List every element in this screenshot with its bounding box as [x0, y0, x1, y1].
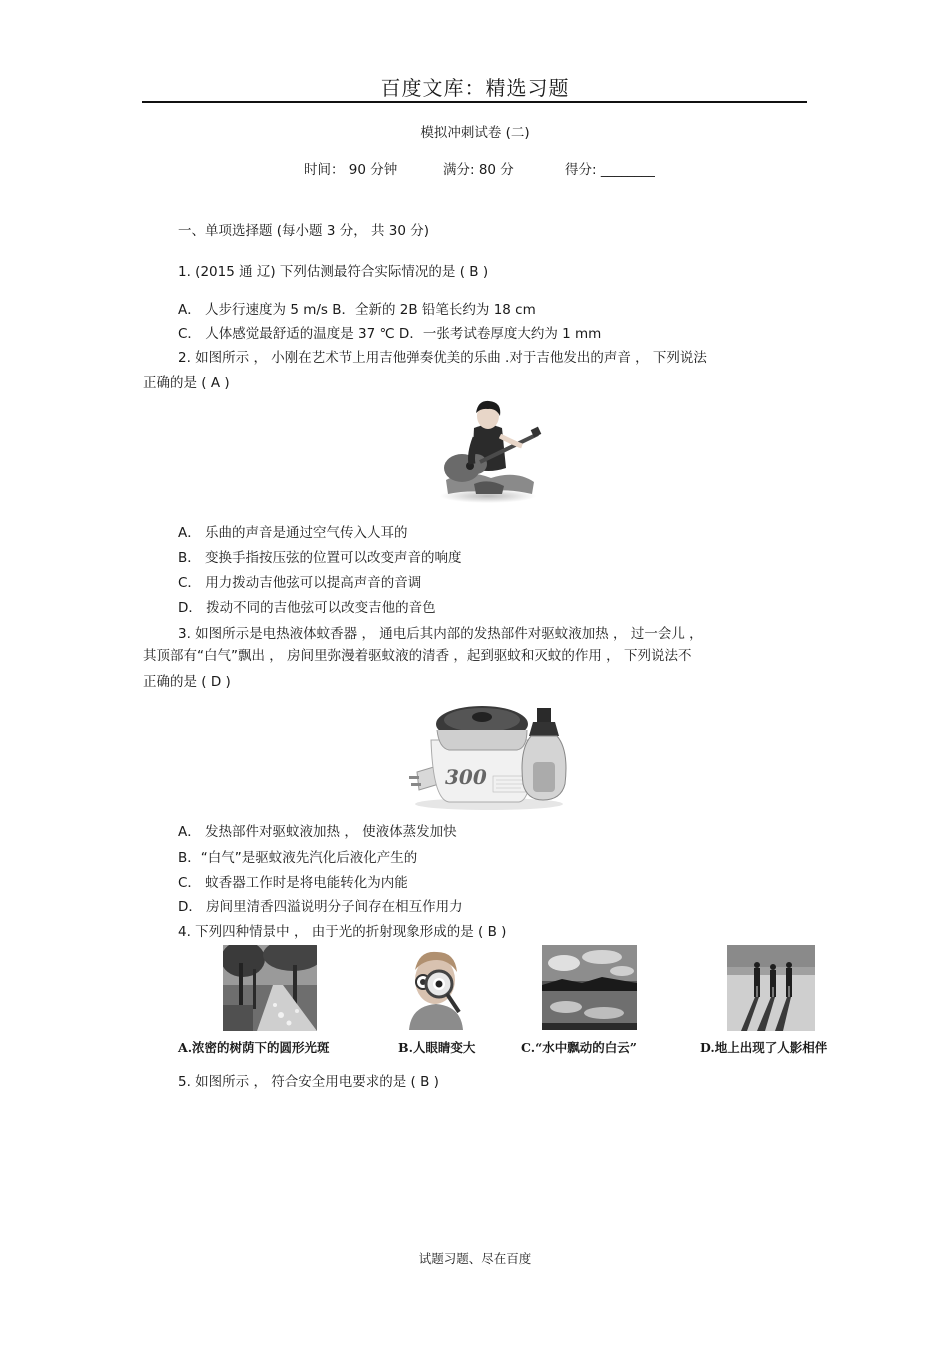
question-4-caption-d: D.地上出现了人影相伴: [700, 1040, 828, 1055]
device-brand-text: 300: [445, 765, 487, 789]
question-4-stem: 4. 下列四种情景中 ， 由于光的折射现象形成的是 ( B ): [178, 924, 507, 940]
question-3-option-b: B．“白气”是驱蚊液先汽化后液化产生的: [178, 850, 418, 866]
question-2-option-a: A． 乐曲的声音是通过空气传入人耳的: [178, 525, 408, 541]
header-divider: [142, 101, 807, 103]
question-3-option-c: C． 蚊香器工作时是将电能转化为内能: [178, 875, 408, 891]
question-3-stem-line2: 其顶部有“白气”飘出 ， 房间里弥漫着驱蚊液的清香 ，起到驱蚊和灭蚊的作用 ， 下列说法不: [143, 648, 692, 664]
question-1-options-ab: A． 人步行速度为 5 m/s B．全新的 2B 铅笔长约为 18 cm: [178, 302, 536, 318]
question-4-caption-c: C.“水中飘动的白云”: [521, 1040, 637, 1055]
exam-title: 模拟冲刺试卷 (二): [420, 125, 530, 141]
question-2-option-c: C． 用力拨动吉他弦可以提高声音的音调: [178, 575, 422, 591]
question-5-stem: 5. 如图所示 ， 符合安全用电要求的是 ( B ): [178, 1074, 439, 1090]
tree-shade-image: [223, 945, 317, 1031]
question-3-option-d: D． 房间里清香四溢说明分子间存在相互作用力: [178, 899, 463, 915]
question-4-caption-a: A.浓密的树荫下的圆形光斑: [178, 1040, 330, 1055]
guitar-player-image: [436, 398, 542, 504]
question-2-option-b: B． 变换手指按压弦的位置可以改变声音的响度: [178, 550, 462, 566]
question-2-option-d: D． 拨动不同的吉他弦可以改变吉他的音色: [178, 600, 436, 616]
exam-time: 时间： 90 分钟: [304, 162, 398, 178]
question-2-stem-line2: 正确的是 ( A ): [143, 375, 230, 391]
cloud-reflection-image: [542, 945, 637, 1030]
page-header-title: 百度文库：精选习题: [380, 76, 570, 100]
question-4-caption-b: B.人眼睛变大: [398, 1040, 476, 1055]
people-shadows-image: [727, 945, 815, 1031]
exam-score: 得分: ________: [565, 162, 655, 178]
exam-full-score: 满分: 80 分: [443, 162, 514, 178]
question-1-stem: 1. (2015 通 辽) 下列估测最符合实际情况的是 ( B ): [178, 264, 489, 280]
question-1-options-cd: C． 人体感觉最舒适的温度是 37 ℃ D．一张考试卷厚度大约为 1 mm: [178, 326, 602, 342]
question-2-stem-line1: 2. 如图所示 ， 小刚在艺术节上用吉他弹奏优美的乐曲 .对于吉他发出的声音 ， 下列说法: [178, 350, 707, 366]
page-footer: 试题习题、尽在百度: [418, 1251, 532, 1266]
question-3-stem-line1: 3. 如图所示是电热液体蚊香器 ， 通电后其内部的发热部件对驱蚊液加热 ， 过一会儿 ，: [178, 626, 703, 642]
section-heading: 一、单项选择题 (每小题 3 分， 共 30 分): [178, 223, 430, 239]
magnifier-boy-image: [401, 944, 471, 1030]
question-3-stem-line3: 正确的是 ( D ): [143, 674, 231, 690]
question-3-option-a: A． 发热部件对驱蚊液加热 ， 使液体蒸发加快: [178, 824, 457, 840]
mosquito-repellent-heater-image: [409, 700, 579, 812]
